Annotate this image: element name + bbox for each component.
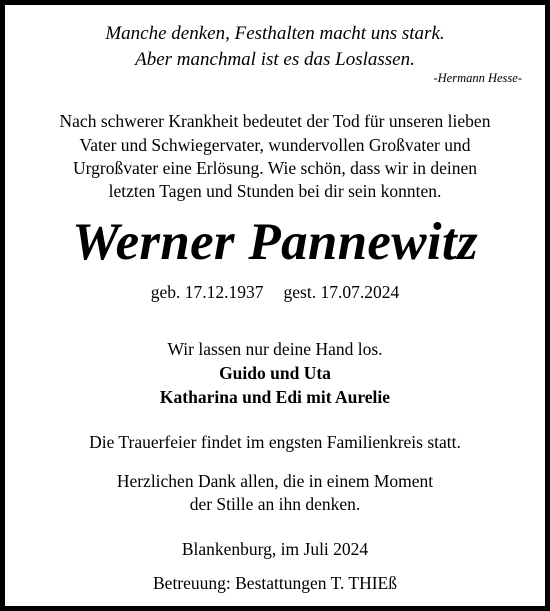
place-date: Blankenburg, im Juli 2024 bbox=[181, 539, 369, 559]
mourners-names-1: Guido und Uta bbox=[219, 363, 331, 383]
quote-author: -Hermann Hesse- bbox=[433, 71, 522, 85]
deceased-name: Werner Pannewitz bbox=[72, 213, 478, 271]
intro-line-3: Urgroßvater eine Erlösung. Wie schön, dass wir in deinen bbox=[73, 158, 477, 178]
intro-line-1: Nach schwerer Krankheit bedeutet der Tod für unseren lieben bbox=[59, 111, 491, 131]
funeral-note: Die Trauerfeier findet im engsten Familienkreis statt. bbox=[89, 432, 461, 452]
life-dates bbox=[5, 282, 545, 303]
quote-line-2: Aber manchmal ist es das Loslassen. bbox=[135, 49, 415, 70]
thanks-line-2: der Stille an ihn denken. bbox=[189, 494, 361, 514]
birth-date: geb. 17.12.1937 bbox=[150, 282, 264, 302]
thanks-line-1: Herzlichen Dank allen, die in einem Moment bbox=[116, 471, 434, 491]
undertaker: Betreuung: Bestattungen T. THIEß bbox=[153, 573, 397, 593]
quote-line-1: Manche denken, Festhalten macht uns stark. bbox=[105, 23, 445, 44]
mourners-intro: Wir lassen nur deine Hand los. bbox=[167, 339, 383, 359]
intro-line-2: Vater und Schwiegervater, wundervollen Großvater und bbox=[79, 135, 471, 155]
mourners-names-2: Katharina und Edi mit Aurelie bbox=[159, 387, 391, 407]
death-date: gest. 17.07.2024 bbox=[283, 282, 400, 302]
intro-line-4: letzten Tagen und Stunden bei dir sein konnten. bbox=[108, 181, 442, 201]
